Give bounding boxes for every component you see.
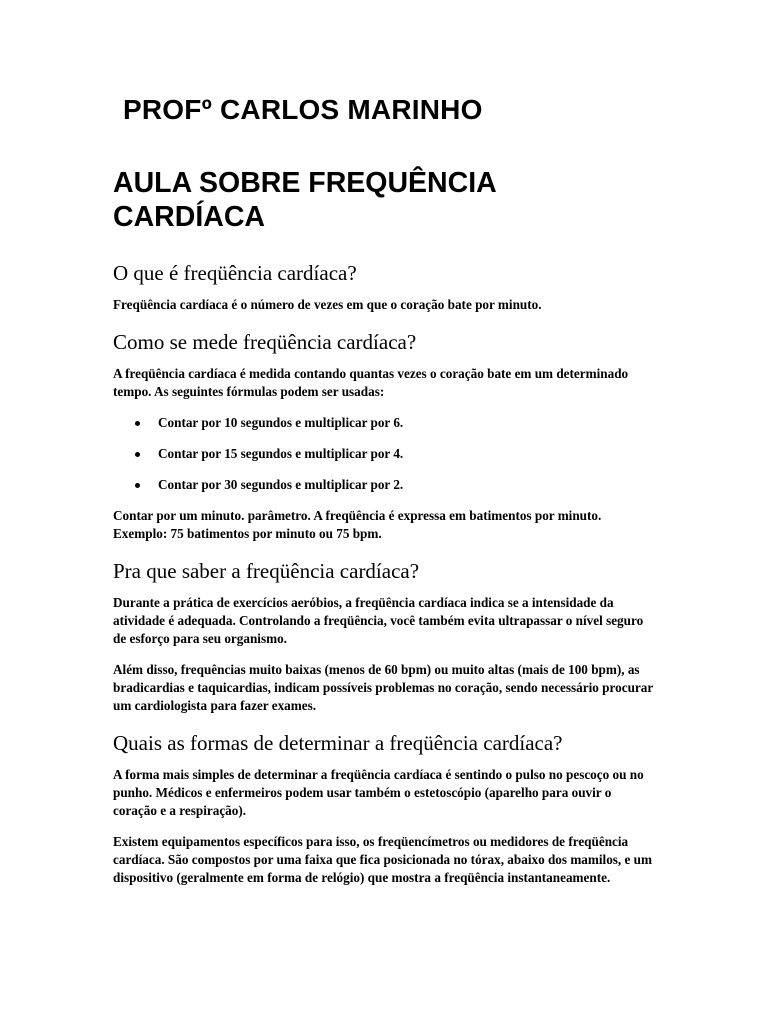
paragraph-exercise: Durante a prática de exercícios aeróbios, a freqüência cardíaca indica se a intensidade da atividade é adequada. Controlando a freqüência, você também evita ultrapassar o nível seguro de esforço para seu organismo. [113,595,644,646]
list-item-text: Contar por 30 segundos e multiplicar por 2. [158,477,404,492]
bullet-icon [135,452,140,457]
paragraph-bpm-example: Contar por um minuto. parâmetro. A freqüência é expressa em batimentos por minuto. Exemplo: 75 batimentos por minuto ou 75 bpm. [113,508,602,541]
paragraph-abnormal-rates: Além disso, frequências muito baixas (menos de 60 bpm) ou muito altas (mais de 100 bpm), as bradicardias e taquicardias, indicam possíveis problemas no coração, sendo necessário procurar um cardiologista para fazer exames. [113,662,653,713]
formula-list [113,414,653,494]
paragraph-definition: Freqüência cardíaca é o número de vezes em que o coração bate por minuto. [113,297,542,312]
bullet-icon [135,421,140,426]
section-heading-methods: Quais as formas de determinar a freqüência cardíaca? [113,731,563,755]
bullet-icon [135,483,140,488]
list-item-text: Contar por 10 segundos e multiplicar por 6. [158,415,404,430]
author-name: PROFº CARLOS MARINHO [123,94,483,125]
list-item [113,414,653,432]
list-item [113,445,653,463]
section-heading-what-is: O que é freqüência cardíaca? [113,261,357,285]
paragraph-heart-rate-monitors: Existem equipamentos específicos para isso, os freqüencímetros ou medidores de freqüência cardíaca. São compostos por uma faixa que fica posicionada no tórax, abaixo dos mamilos, e um dispositivo (geralmente em forma de relógio) que mostra a freqüência instantaneamente. [113,834,653,885]
section-heading-how-measured: Como se mede freqüência cardíaca? [113,330,417,354]
paragraph-pulse: A forma mais simples de determinar a freqüência cardíaca é sentindo o pulso no pescoço ou no punho. Médicos e enfermeiros podem usar também o estetoscópio (aparelho para ouvir o coração e a respiração). [113,767,644,818]
paragraph-measurement-intro: A freqüência cardíaca é medida contando quantas vezes o coração bate em um determinado tempo. As seguintes fórmulas podem ser usadas: [113,366,629,399]
document-body [113,258,653,900]
document-title: AULA SOBRE FREQUÊNCIA CARDÍACA [113,167,496,233]
section-heading-why-know: Pra que saber a freqüência cardíaca? [113,559,420,583]
list-item-text: Contar por 15 segundos e multiplicar por 4. [158,446,404,461]
list-item [113,476,653,494]
